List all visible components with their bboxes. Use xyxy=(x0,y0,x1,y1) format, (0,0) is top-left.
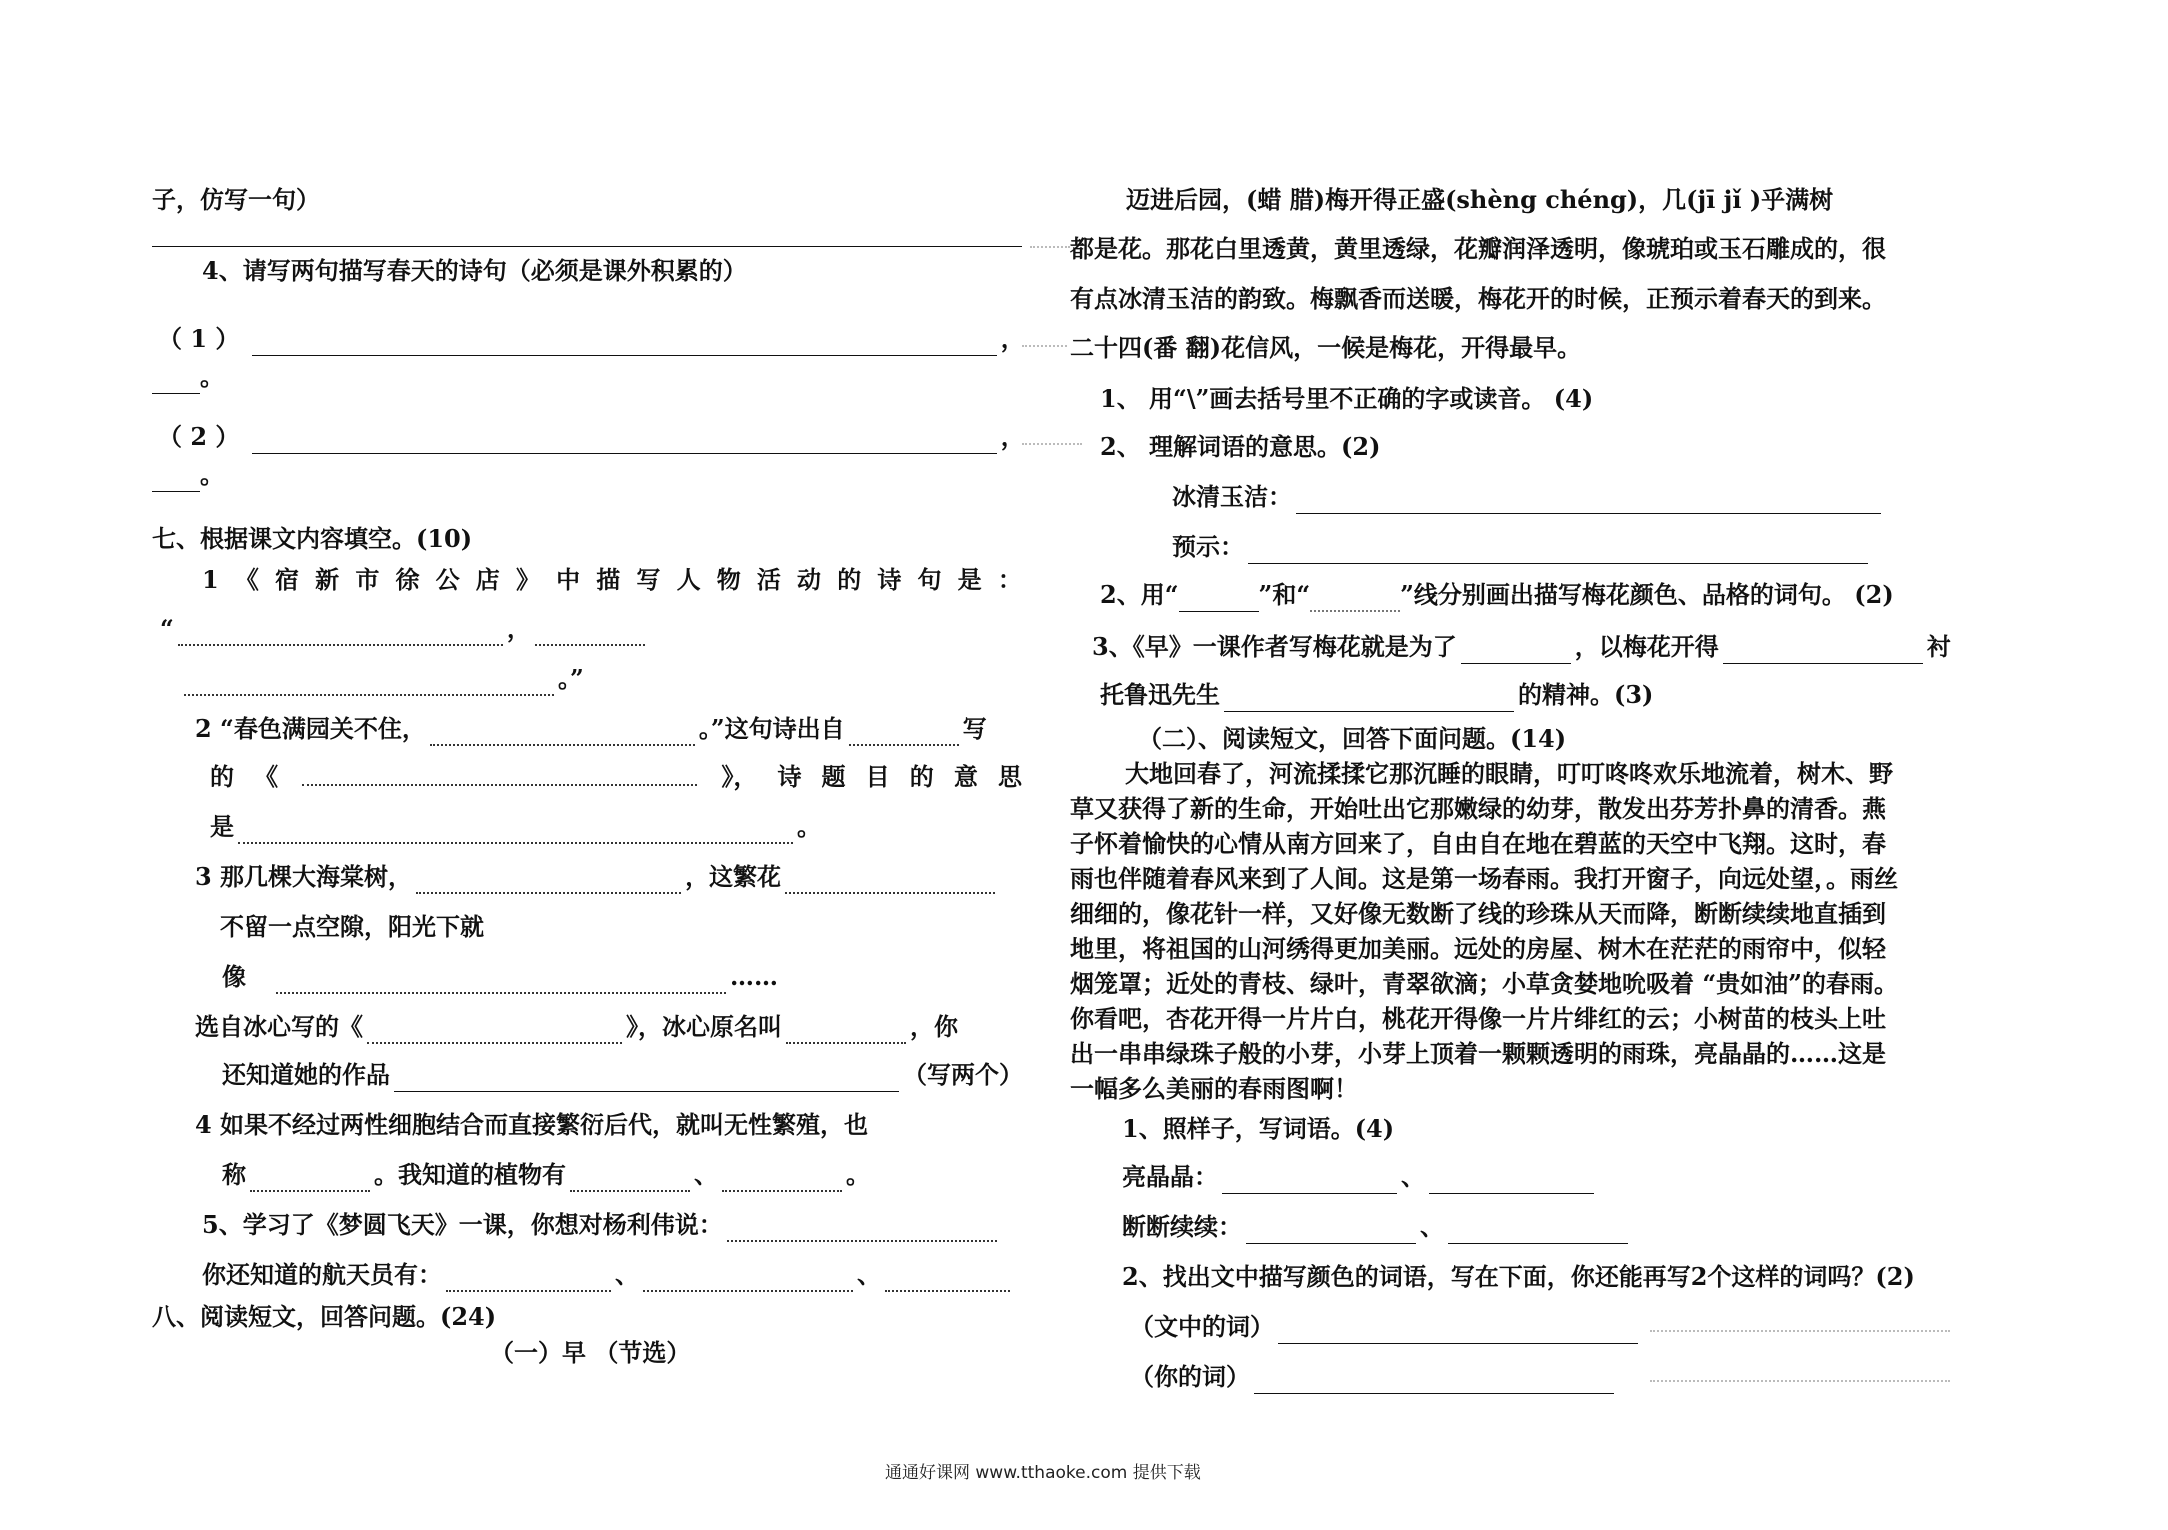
text: 预示： xyxy=(1172,532,1244,561)
answer-line xyxy=(152,246,1022,247)
text: （文中的词） xyxy=(1130,1312,1274,1341)
answer-blank[interactable] xyxy=(1278,1319,1638,1344)
text: 亮晶晶： xyxy=(1122,1162,1218,1191)
text: ，你 xyxy=(910,1012,958,1041)
char: 1 xyxy=(202,565,219,594)
punct: 、 xyxy=(1420,1212,1444,1241)
passage-line: 迈进后园，(蜡 腊)梅开得正盛(shèng chéng)，几(jī jǐ )乎满树 xyxy=(1126,185,1834,214)
text: 、 xyxy=(615,1260,639,1289)
text-line xyxy=(210,810,821,844)
text: （你的词） xyxy=(1130,1362,1250,1391)
scan-dots xyxy=(1650,1380,1950,1382)
text: 3、《早》一课作者写梅花就是为了 xyxy=(1092,632,1457,661)
char: 活 xyxy=(756,565,781,594)
text-line xyxy=(1172,480,1885,514)
text-line xyxy=(1122,1160,1598,1194)
answer-blank[interactable] xyxy=(430,720,695,746)
text-line: 不留一点空隙，阳光下就 xyxy=(220,912,484,941)
char: 市 xyxy=(355,565,380,594)
question-7-1 xyxy=(202,563,1022,597)
question-7-3 xyxy=(195,860,999,894)
passage-line: 出一串串绿珠子般的小芽，小芽上顶着一颗颗透明的雨珠，亮晶晶的……这是 xyxy=(1070,1039,1886,1068)
passage-line: 地里，将祖国的山河绣得更加美丽。远处的房屋、树木在茫茫的雨帘中，似轻 xyxy=(1070,934,1886,963)
item-label xyxy=(158,322,1025,356)
passage-line: 都是花。那花白里透黄，黄里透绿，花瓣润泽透明，像琥珀或玉石雕成的，很 xyxy=(1070,234,1886,263)
char: 描 xyxy=(596,565,621,594)
char: 新 xyxy=(315,565,340,594)
char: 徐 xyxy=(395,565,420,594)
answer-blank[interactable] xyxy=(570,1166,690,1192)
text-line xyxy=(152,360,224,394)
question-7-5 xyxy=(202,1208,1001,1242)
char: 动 xyxy=(797,565,822,594)
answer-blank[interactable] xyxy=(1461,639,1571,664)
scan-dots xyxy=(1650,1330,1950,1332)
text: 5、学习了《梦圆飞天》一课，你想对杨利伟说： xyxy=(202,1210,723,1239)
passage-line: 有点冰清玉洁的韵致。梅飘香而送暖，梅花开的时候，正预示着春天的到来。 xyxy=(1070,284,1886,313)
punct: 。 xyxy=(846,1160,870,1189)
char: 题 xyxy=(821,762,846,791)
answer-blank[interactable] xyxy=(1248,539,1868,564)
text-line xyxy=(202,1258,1014,1292)
punct: ， xyxy=(506,614,531,643)
answer-blank[interactable] xyxy=(367,1018,622,1044)
char: 》 xyxy=(515,565,540,594)
answer-blank[interactable] xyxy=(178,620,503,646)
text: （写两个） xyxy=(903,1060,1023,1089)
question-7-4: 4 如果不经过两性细胞结合而直接繁衍后代，就叫无性繁殖，也 xyxy=(195,1110,869,1139)
passage-line: 子怀着愉快的心情从南方回来了，自由自在地在碧蓝的天空中飞翔。这时，春 xyxy=(1070,829,1886,858)
text-line xyxy=(1130,1310,1642,1344)
punct: 、 xyxy=(1401,1162,1425,1191)
text: 称 xyxy=(222,1160,246,1189)
char: 写 xyxy=(636,565,661,594)
punct: ， xyxy=(1000,422,1025,451)
passage-line: 二十四(番 翻)花信风，一候是梅花，开得最早。 xyxy=(1070,333,1582,362)
answer-blank[interactable] xyxy=(1448,1219,1628,1244)
section-7-heading: 七、根据课文内容填空。(10) xyxy=(152,524,473,553)
text-line xyxy=(1122,1210,1632,1244)
answer-blank[interactable] xyxy=(1222,1169,1397,1194)
question-b1: 1、照样子，写词语。(4) xyxy=(1122,1114,1395,1143)
answer-blank[interactable] xyxy=(1179,587,1259,612)
text-line xyxy=(180,662,584,696)
text: ，这繁花 xyxy=(685,862,782,891)
text: 2 “春色满园关不住， xyxy=(195,714,426,743)
passage-line: 你看吧，杏花开得一片片白，桃花开得像一片片绯红的云；小树苗的枝头上吐 xyxy=(1070,1004,1886,1033)
scan-dots xyxy=(1030,246,1070,248)
punct: 。” xyxy=(558,664,584,693)
passage-line: 细细的，像花针一样，又好像无数断了线的珍珠从天而降，断断续续地直插到 xyxy=(1070,899,1886,928)
item-number: （ 2 ） xyxy=(158,422,240,451)
passage-title: （一）早 （节选） xyxy=(490,1338,691,1367)
text-line xyxy=(222,1158,870,1192)
question-7-2 xyxy=(195,712,987,746)
char: 思 xyxy=(997,762,1022,791)
text-line xyxy=(222,1058,1023,1092)
answer-blank[interactable] xyxy=(785,868,995,894)
text: 还知道她的作品 xyxy=(222,1060,390,1089)
text-line xyxy=(222,960,778,994)
char: 的 xyxy=(909,762,934,791)
answer-blank[interactable] xyxy=(416,868,681,894)
answer-blank[interactable] xyxy=(446,1266,611,1292)
punct: “ xyxy=(160,614,174,643)
question-4 xyxy=(1092,630,1951,664)
text: …… xyxy=(730,962,778,991)
footer-credit: 通通好课网 www.tthaoke.com 提供下载 xyxy=(885,1463,1201,1483)
text-line xyxy=(195,1010,958,1044)
answer-blank[interactable] xyxy=(276,968,726,994)
text-line xyxy=(210,760,1022,794)
char: 公 xyxy=(435,565,460,594)
scan-dots xyxy=(1022,345,1067,347)
char: 诗 xyxy=(777,762,802,791)
answer-blank[interactable] xyxy=(727,1216,997,1242)
char: 《 xyxy=(234,565,259,594)
passage-line: 大地回春了，河流揉揉它那沉睡的眼睛，叮叮咚咚欢乐地流着，树木、野 xyxy=(1125,759,1893,788)
text: 。我知道的植物有 xyxy=(374,1160,566,1189)
passage-line: 一幅多么美丽的春雨图啊！ xyxy=(1070,1074,1358,1103)
text: 你还知道的航天员有： xyxy=(202,1260,442,1289)
char: 意 xyxy=(953,762,978,791)
text: ”线分别画出描写梅花颜色、品格的词句。 (2) xyxy=(1400,580,1894,609)
text: 》，冰心原名叫 xyxy=(626,1012,782,1041)
answer-blank[interactable] xyxy=(152,369,200,394)
section-2-title: （二）、阅读短文，回答下面问题。(14) xyxy=(1138,724,1567,753)
text: 断断续续： xyxy=(1122,1212,1242,1241)
answer-blank[interactable] xyxy=(849,720,959,746)
text: 、 xyxy=(694,1160,718,1189)
text: 衬 xyxy=(1926,632,1951,661)
text-line xyxy=(152,458,224,492)
char: 诗 xyxy=(877,565,902,594)
answer-blank[interactable] xyxy=(722,1166,842,1192)
text-line xyxy=(1172,530,1872,564)
text-line: 子，仿写一句） xyxy=(152,185,320,214)
punct: 。 xyxy=(200,362,224,391)
punct: ， xyxy=(1000,324,1025,353)
text: 选自冰心写的《 xyxy=(195,1012,363,1041)
char: 句 xyxy=(917,565,942,594)
text: 、 xyxy=(857,1260,881,1289)
punct: 。 xyxy=(200,460,224,489)
item-number: （ 1 ） xyxy=(158,324,240,353)
text: 的精神。(3) xyxy=(1518,680,1654,709)
answer-blank[interactable] xyxy=(535,620,645,646)
char: 物 xyxy=(716,565,741,594)
char: 《 xyxy=(254,762,279,791)
text-line xyxy=(1100,678,1653,712)
answer-blank[interactable] xyxy=(238,818,793,844)
char: 店 xyxy=(475,565,500,594)
answer-blank[interactable] xyxy=(394,1067,899,1092)
text-line xyxy=(160,612,649,646)
question-2: 2、 理解词语的意思。(2) xyxy=(1100,432,1381,461)
answer-blank[interactable] xyxy=(1254,1369,1614,1394)
answer-blank[interactable] xyxy=(250,1166,370,1192)
text-line xyxy=(1130,1360,1618,1394)
char: ： xyxy=(997,565,1022,594)
text: 3 那几棵大海棠树， xyxy=(195,862,413,891)
text: 2、用“ xyxy=(1100,580,1179,609)
char: 目 xyxy=(865,762,890,791)
text: 。”这句诗出自 xyxy=(698,714,845,743)
answer-blank[interactable] xyxy=(1224,687,1514,712)
answer-blank[interactable] xyxy=(786,1018,906,1044)
answer-blank[interactable] xyxy=(184,670,554,696)
item-label xyxy=(158,420,1025,454)
passage-line: 烟笼罩；近处的青枝、绿叶，青翠欲滴；小草贪婪地吮吸着 “贵如油”的春雨。 xyxy=(1070,969,1898,998)
question-b2: 2、找出文中描写颜色的词语，写在下面，你还能再写2个这样的词吗？(2) xyxy=(1122,1262,1915,1291)
char: 是 xyxy=(957,565,982,594)
question-3 xyxy=(1100,578,1894,612)
question-1: 1、 用“\”画去括号里不正确的字或读音。 (4) xyxy=(1100,384,1594,413)
passage-line: 雨也伴随着春风来到了人间。这是第一场春雨。我打开窗子，向远处望，。雨丝 xyxy=(1070,864,1898,893)
question-4: 4、请写两句描写春天的诗句（必须是课外积累的） xyxy=(202,256,747,285)
answer-blank[interactable] xyxy=(1296,489,1881,514)
char: 人 xyxy=(676,565,701,594)
char: 的 xyxy=(210,762,234,791)
answer-blank[interactable] xyxy=(1723,639,1923,664)
wavy-underline xyxy=(1310,586,1400,612)
text: 是 xyxy=(210,812,234,841)
answer-blank[interactable] xyxy=(252,331,997,356)
answer-blank[interactable] xyxy=(885,1266,1010,1292)
text: ，以梅花开得 xyxy=(1574,632,1719,661)
answer-blank[interactable] xyxy=(252,429,997,454)
text: 像 xyxy=(222,962,246,991)
char: 宿 xyxy=(275,565,300,594)
answer-blank[interactable] xyxy=(152,467,200,492)
answer-blank[interactable] xyxy=(1246,1219,1416,1244)
text: 冰清玉洁： xyxy=(1172,482,1292,511)
text: ”和“ xyxy=(1258,580,1311,609)
scan-dots xyxy=(1022,443,1082,445)
char: 中 xyxy=(556,565,581,594)
punct: 。 xyxy=(797,812,821,841)
text: 写 xyxy=(962,714,987,743)
char: 》， xyxy=(721,762,758,791)
answer-blank[interactable] xyxy=(1429,1169,1594,1194)
section-8-heading: 八、阅读短文，回答问题。(24) xyxy=(152,1302,497,1331)
passage-line: 草又获得了新的生命，开始吐出它那嫩绿的幼芽，散发出芬芳扑鼻的清香。燕 xyxy=(1070,794,1886,823)
text: 托鲁迅先生 xyxy=(1100,680,1220,709)
answer-blank[interactable] xyxy=(302,760,697,786)
char: 的 xyxy=(837,565,862,594)
answer-blank[interactable] xyxy=(643,1266,853,1292)
